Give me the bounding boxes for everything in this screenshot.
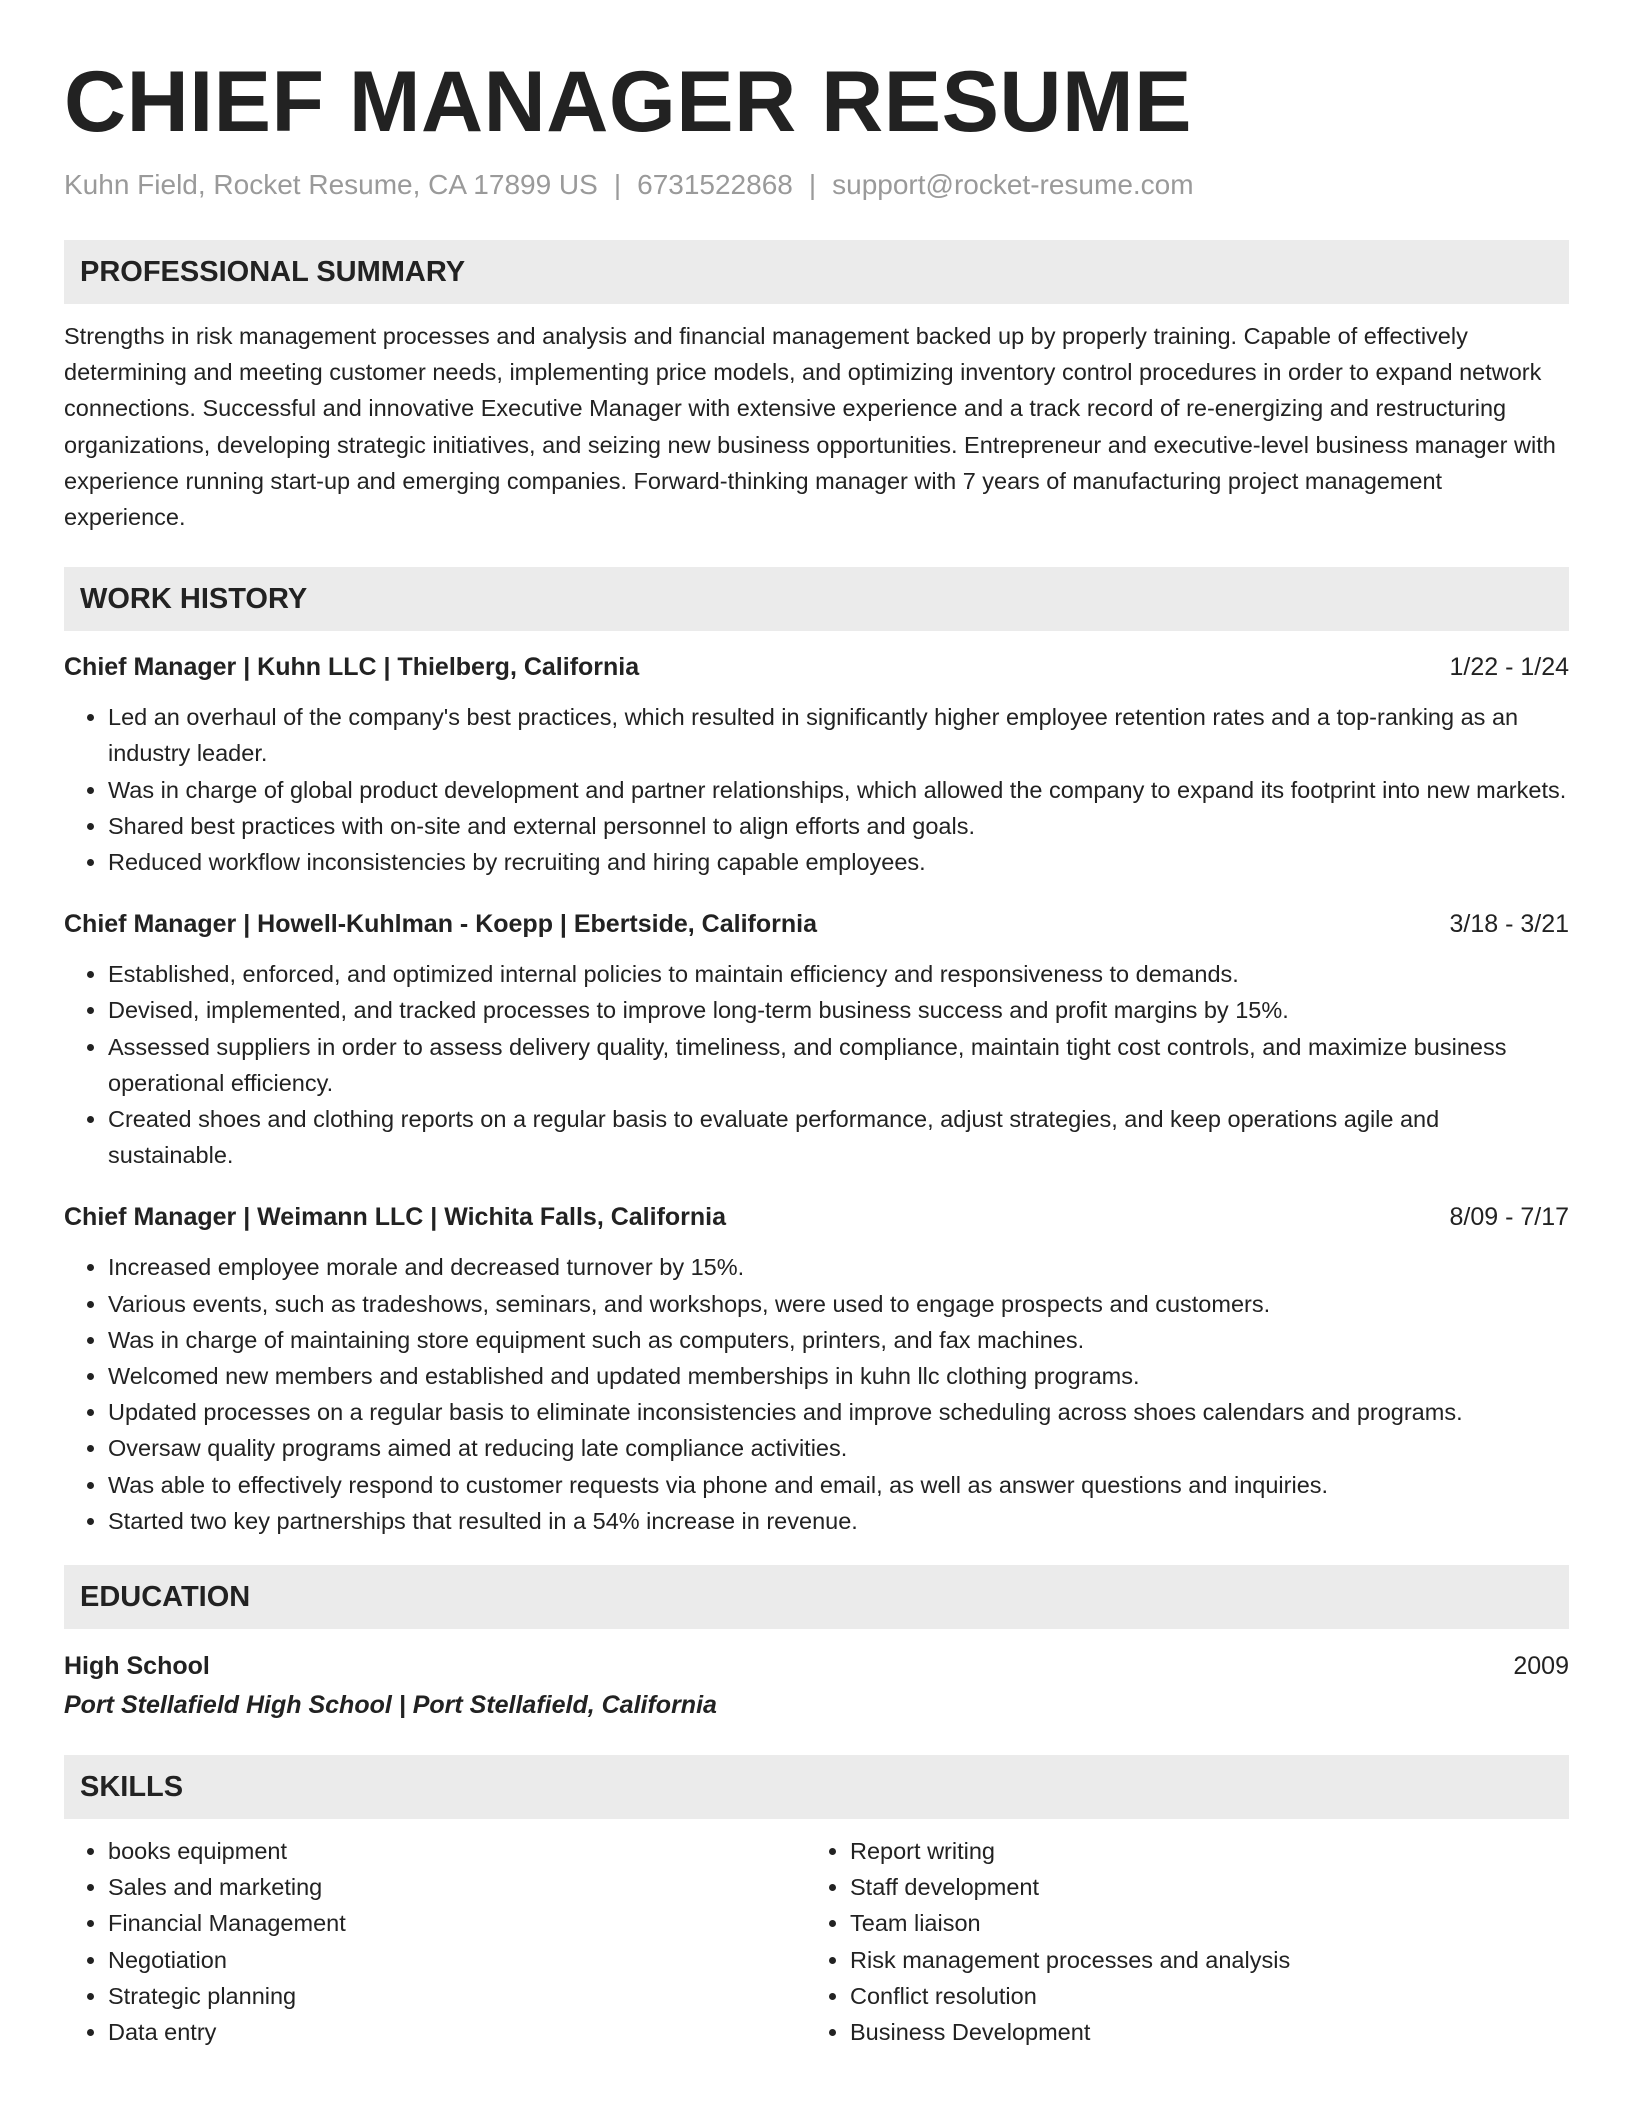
skill-item: • Staff development [850, 1869, 1548, 1905]
contact-separator: | [808, 169, 817, 200]
skills-columns [64, 1833, 1569, 2050]
education-year: 2009 [1513, 1652, 1569, 1681]
job-header [64, 1199, 1569, 1235]
job-title: Chief Manager | Kuhn LLC | Thielberg, California [64, 653, 640, 682]
job-bullet: • Welcomed new members and established and updated memberships in kuhn llc clothing programs. [108, 1358, 1569, 1394]
job-bullet: • Shared best practices with on-site and external personnel to align efforts and goals. [108, 808, 1569, 844]
contact-line [64, 165, 1569, 205]
job-bullet: • Updated processes on a regular basis to eliminate inconsistencies and improve scheduling across shoes calendars and programs. [108, 1394, 1569, 1430]
education-heading: EDUCATION [64, 1565, 1569, 1629]
job-bullet: • Oversaw quality programs aimed at reducing late compliance activities. [108, 1430, 1569, 1466]
job-bullet: • Was able to effectively respond to customer requests via phone and email, as well as answer questions and inquiries. [108, 1467, 1569, 1503]
job-header [64, 906, 1569, 942]
job-bullets [64, 1249, 1569, 1539]
job-bullet: • Increased employee morale and decreased turnover by 15%. [108, 1249, 1569, 1285]
skill-item: • Business Development [850, 2014, 1548, 2050]
skill-item: • Negotiation [108, 1942, 806, 1978]
job-bullets [64, 699, 1569, 880]
contact-phone: 6731522868 [637, 169, 793, 200]
job-bullet: • Various events, such as tradeshows, seminars, and workshops, were used to engage prospects and customers. [108, 1286, 1569, 1322]
job-dates: 1/22 - 1/24 [1449, 653, 1569, 682]
job-bullet: • Started two key partnerships that resulted in a 54% increase in revenue. [108, 1503, 1569, 1539]
job-bullet: • Created shoes and clothing reports on a regular basis to evaluate performance, adjust strategies, and keep operations agile and sustainable. [108, 1101, 1569, 1173]
contact-separator: | [613, 169, 622, 200]
education-entry [64, 1647, 1569, 1725]
job-entry [64, 1199, 1569, 1539]
job-bullet: • Assessed suppliers in order to assess delivery quality, timeliness, and compliance, maintain tight cost controls, and maximize business operational efficiency. [108, 1029, 1569, 1101]
job-bullet: • Led an overhaul of the company's best practices, which resulted in significantly higher employee retention rates and a top-ranking as an industry leader. [108, 699, 1569, 771]
job-bullet: • Was in charge of global product development and partner relationships, which allowed the company to expand its footprint into new markets. [108, 772, 1569, 808]
job-entry [64, 649, 1569, 880]
education-header [64, 1647, 1569, 1685]
contact-email: support@rocket-resume.com [832, 169, 1194, 200]
job-dates: 3/18 - 3/21 [1449, 910, 1569, 939]
job-bullet: • Devised, implemented, and tracked processes to improve long-term business success and profit margins by 15%. [108, 992, 1569, 1028]
job-bullet: • Reduced workflow inconsistencies by recruiting and hiring capable employees. [108, 844, 1569, 880]
skill-item: • Sales and marketing [108, 1869, 806, 1905]
job-title: Chief Manager | Howell-Kuhlman - Koepp | Ebertside, California [64, 910, 817, 939]
skill-item: • Team liaison [850, 1905, 1548, 1941]
skill-item: • Financial Management [108, 1905, 806, 1941]
skill-item: • Conflict resolution [850, 1978, 1548, 2014]
work-history-heading: WORK HISTORY [64, 567, 1569, 631]
contact-address: Kuhn Field, Rocket Resume, CA 17899 US [64, 169, 598, 200]
skills-list-right [806, 1833, 1548, 2050]
job-bullets [64, 956, 1569, 1173]
skill-item: • Risk management processes and analysis [850, 1942, 1548, 1978]
skill-item: • books equipment [108, 1833, 806, 1869]
skill-item: • Data entry [108, 2014, 806, 2050]
job-dates: 8/09 - 7/17 [1449, 1203, 1569, 1232]
job-header [64, 649, 1569, 685]
summary-text: Strengths in risk management processes and analysis and financial management backed up by properly training. Capable of effectively determining and meeting customer needs, implementing price models, and optimizing inventory control procedures in order to expand network connections. Successful and innovative Executive Manager with extensive experience and a track record of re-energizing and restructuring organizations, developing strategic initiatives, and seizing new business opportunities. Entrepreneur and executive-level business manager with experience running start-up and emerging companies. Forward-thinking manager with 7 years of manufacturing project management experience. [64, 323, 1556, 531]
skill-item: • Report writing [850, 1833, 1548, 1869]
education-degree: High School [64, 1652, 210, 1681]
summary-heading: PROFESSIONAL SUMMARY [64, 240, 1569, 304]
skills-list-left [64, 1833, 806, 2050]
education-school: Port Stellafield High School | Port Stellafield, California [64, 1691, 717, 1720]
job-title: Chief Manager | Weimann LLC | Wichita Falls, California [64, 1203, 727, 1232]
skill-item: • Strategic planning [108, 1978, 806, 2014]
resume-title: CHIEF MANAGER RESUME [64, 54, 1193, 150]
skills-heading: SKILLS [64, 1755, 1569, 1819]
job-entry [64, 906, 1569, 1173]
job-bullet: • Established, enforced, and optimized internal policies to maintain efficiency and responsiveness to demands. [108, 956, 1569, 992]
job-bullet: • Was in charge of maintaining store equipment such as computers, printers, and fax machines. [108, 1322, 1569, 1358]
resume-content [64, 0, 1569, 2050]
